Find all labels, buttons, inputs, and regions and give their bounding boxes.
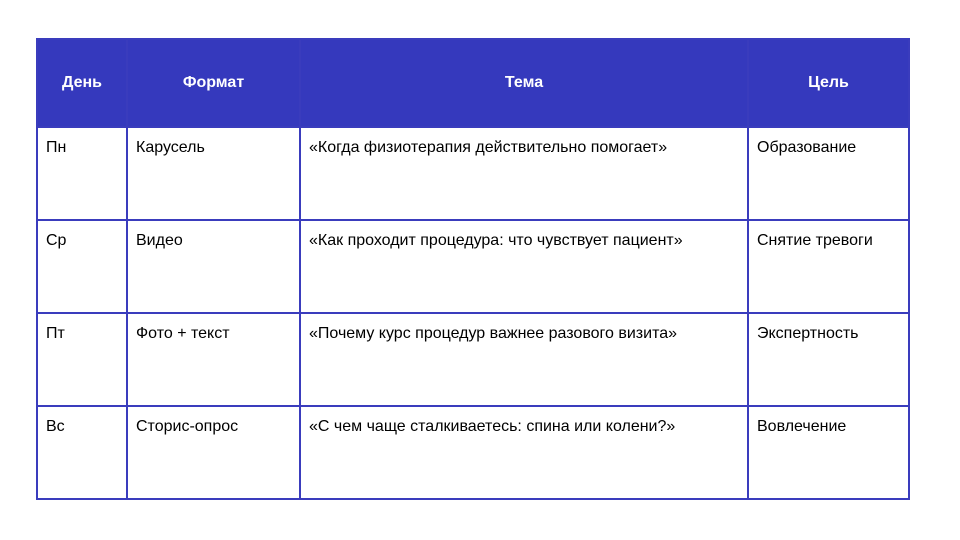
cell-format: Фото + текст (127, 313, 300, 406)
header-topic: Тема (300, 39, 748, 127)
cell-day: Вс (37, 406, 127, 499)
cell-day: Ср (37, 220, 127, 313)
header-goal: Цель (748, 39, 909, 127)
cell-day: Пн (37, 127, 127, 220)
cell-format: Карусель (127, 127, 300, 220)
cell-goal: Образование (748, 127, 909, 220)
content-plan-table (36, 38, 910, 500)
table-row (37, 127, 909, 220)
header-row (37, 39, 909, 127)
cell-goal: Снятие тревоги (748, 220, 909, 313)
table-row (37, 406, 909, 499)
cell-topic: «С чем чаще сталкиваетесь: спина или колени?» (300, 406, 748, 499)
cell-topic: «Когда физиотерапия действительно помогает» (300, 127, 748, 220)
cell-goal: Вовлечение (748, 406, 909, 499)
cell-topic: «Почему курс процедур важнее разового визита» (300, 313, 748, 406)
table-row (37, 313, 909, 406)
cell-format: Сторис-опрос (127, 406, 300, 499)
table-body (37, 127, 909, 499)
cell-topic: «Как проходит процедура: что чувствует пациент» (300, 220, 748, 313)
header-day: День (37, 39, 127, 127)
header-format: Формат (127, 39, 300, 127)
cell-format: Видео (127, 220, 300, 313)
cell-goal: Экспертность (748, 313, 909, 406)
cell-day: Пт (37, 313, 127, 406)
table-row (37, 220, 909, 313)
table-header (37, 39, 909, 127)
